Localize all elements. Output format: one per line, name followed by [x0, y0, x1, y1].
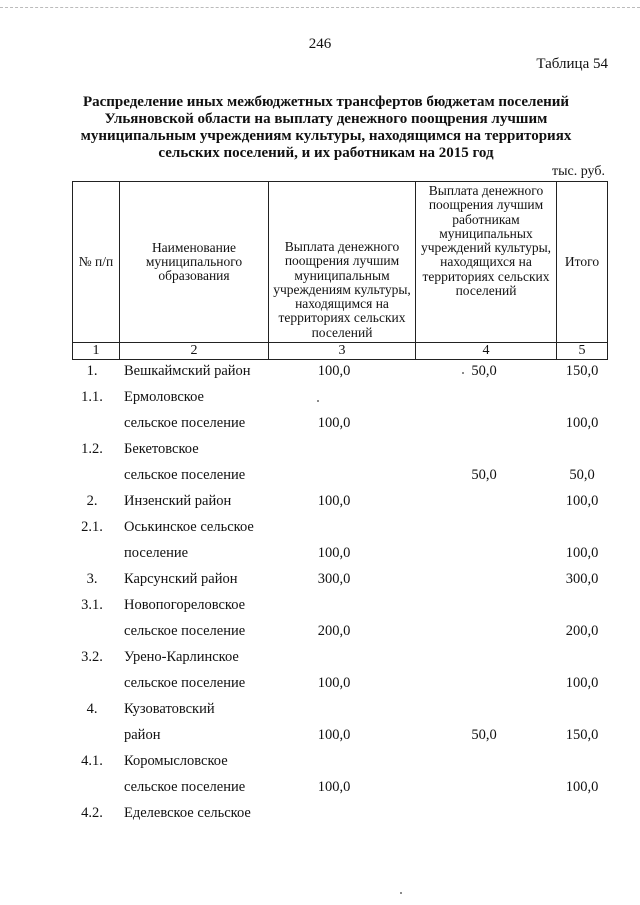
row-institutions-value: 300,0 [317, 571, 351, 587]
table-row [0, 750, 640, 776]
col-header-institutions: Выплата денежного поощрения лучшим муниципальным учреждениям культуры, находящимся на территориях сельских поселений [269, 182, 416, 343]
table-row-continuation [0, 464, 640, 490]
row-institutions-value: 100,0 [317, 363, 351, 379]
table-row-continuation [0, 724, 640, 750]
row-number: 3.1. [81, 597, 103, 613]
table-row [0, 516, 640, 542]
col-header-workers: Выплата денежного поощрения лучшим работникам муниципальных учреждений культуры, находящихся на территориях сельских поселений [416, 182, 557, 343]
table-row [0, 490, 640, 516]
units-label: тыс. руб. [552, 164, 605, 179]
row-name: сельское поселение [124, 779, 246, 795]
row-total-value: 100,0 [565, 779, 599, 795]
col-header-total: Итого [557, 182, 608, 343]
row-total-value: 200,0 [565, 623, 599, 639]
table-row-continuation [0, 672, 640, 698]
row-name: Коромысловское [124, 753, 228, 769]
col-number: 2 [120, 343, 269, 360]
table-header [72, 181, 608, 360]
row-name: Ермоловское [124, 389, 204, 405]
row-number: 4.2. [81, 805, 103, 821]
row-name: сельское поселение [124, 467, 246, 483]
col-number: 3 [269, 343, 416, 360]
row-number: 1.1. [81, 389, 103, 405]
col-header-number: № п/п [73, 182, 120, 343]
row-institutions-value: 100,0 [317, 545, 351, 561]
table-row-continuation [0, 542, 640, 568]
document-title [50, 94, 602, 162]
table-label: Таблица 54 [536, 56, 608, 72]
row-name: Еделевское сельское [124, 805, 251, 821]
row-name: Кузоватовский [124, 701, 215, 717]
col-number: 4 [416, 343, 557, 360]
row-total-value: 100,0 [565, 545, 599, 561]
row-total-value: 150,0 [565, 363, 599, 379]
row-institutions-value: 200,0 [317, 623, 351, 639]
row-institutions-value: 100,0 [317, 675, 351, 691]
title-line: Распределение иных межбюджетных трансфертов бюджетам поселений [82, 94, 570, 110]
row-institutions-value: 100,0 [317, 415, 351, 431]
row-name: Карсунский район [124, 571, 238, 587]
row-name: Урено-Карлинское [124, 649, 239, 665]
row-number: 2. [86, 493, 98, 509]
table-row [0, 360, 640, 386]
row-workers-value: 50,0 [471, 727, 497, 743]
row-name: Новопогореловское [124, 597, 246, 613]
row-total-value: 100,0 [565, 493, 599, 509]
table-row [0, 646, 640, 672]
col-number: 1 [73, 343, 120, 360]
row-name: Вешкаймский район [124, 363, 251, 379]
row-institutions-value: 100,0 [317, 727, 351, 743]
row-number: 4. [86, 701, 98, 717]
table-row [0, 386, 640, 412]
row-name: Инзенский район [124, 493, 232, 509]
scan-speck [317, 400, 319, 402]
table-row-continuation [0, 620, 640, 646]
row-number: 1. [86, 363, 98, 379]
row-name: сельское поселение [124, 415, 246, 431]
scan-speck [462, 372, 464, 374]
row-name: сельское поселение [124, 623, 246, 639]
table-row-continuation [0, 776, 640, 802]
title-line: сельских поселений, и их работникам на 2015 год [158, 145, 494, 161]
row-workers-value: 50,0 [471, 467, 497, 483]
scan-edge [0, 7, 640, 11]
table-row [0, 438, 640, 464]
row-name: Бекетовское [124, 441, 199, 457]
row-institutions-value: 100,0 [317, 493, 351, 509]
col-number: 5 [557, 343, 608, 360]
row-name: сельское поселение [124, 675, 246, 691]
table-row [0, 802, 640, 828]
row-total-value: 50,0 [569, 467, 595, 483]
row-number: 1.2. [81, 441, 103, 457]
row-total-value: 150,0 [565, 727, 599, 743]
row-institutions-value: 100,0 [317, 779, 351, 795]
row-number: 3. [86, 571, 98, 587]
table-row [0, 698, 640, 724]
row-number: 2.1. [81, 519, 103, 535]
table-body [0, 360, 640, 828]
col-header-name: Наименование муниципального образования [120, 182, 269, 343]
table-row-continuation [0, 412, 640, 438]
scan-speck [400, 892, 402, 894]
row-total-value: 100,0 [565, 675, 599, 691]
title-line: муниципальным учреждениям культуры, находящимся на территориях [80, 128, 572, 144]
row-name: Оськинское сельское [124, 519, 254, 535]
row-name: поселение [124, 545, 189, 561]
row-total-value: 100,0 [565, 415, 599, 431]
title-line: Ульяновской области на выплату денежного поощрения лучшим [104, 111, 548, 127]
row-workers-value: 50,0 [471, 363, 497, 379]
row-number: 4.1. [81, 753, 103, 769]
table-row [0, 568, 640, 594]
row-name: район [124, 727, 161, 743]
table-row [0, 594, 640, 620]
row-number: 3.2. [81, 649, 103, 665]
row-total-value: 300,0 [565, 571, 599, 587]
page-number: 246 [308, 36, 332, 52]
